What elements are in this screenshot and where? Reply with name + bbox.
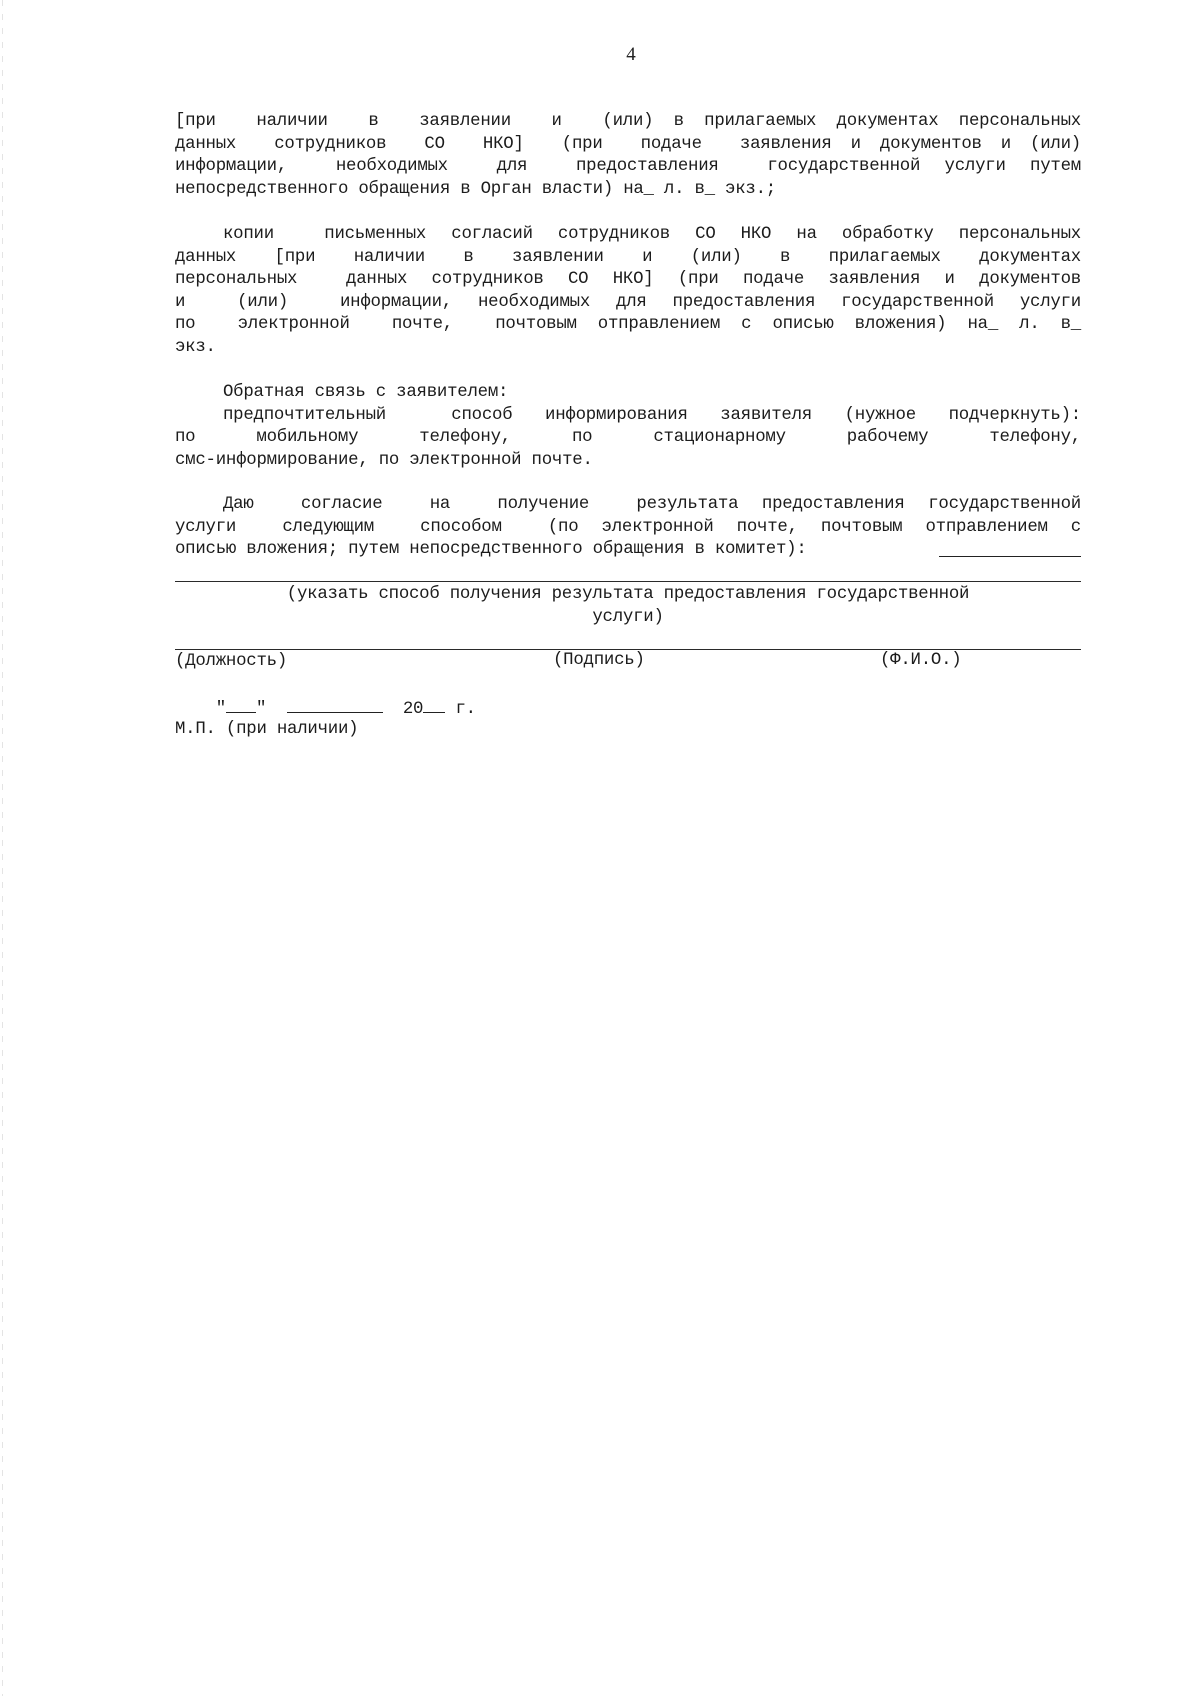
text-line: Обратная связь с заявителем:: [223, 383, 509, 402]
year-prefix: 20: [402, 699, 424, 719]
full-name-label: (Ф.И.О.): [880, 651, 962, 670]
text-line: [при наличии в заявлении и (или) в прилагаемых документах персональных: [175, 112, 1081, 131]
date-quote-open: ": [215, 699, 226, 719]
text-line: [175, 539, 1081, 562]
text-line: Даю согласие на получение результата предоставления государственной: [223, 495, 1081, 514]
stamp-label: М.П. (при наличии): [175, 720, 359, 739]
text-line: информации, необходимых для предоставления государственной услуги путем: [175, 157, 1081, 177]
text-line: по электронной почте, почтовым отправлением с описью вложения) на_ л. в_: [175, 315, 1081, 335]
text-line: персональных данных сотрудников СО НКО] (при подаче заявления и документов: [175, 270, 1081, 290]
text-line: услуги следующим способом (по электронной почте, почтовым отправлением с: [175, 517, 1081, 537]
text-line: непосредственного обращения в Орган власти) на_ л. в_ экз.;: [175, 179, 776, 199]
day-blank[interactable]: [226, 697, 256, 713]
text-line-content: описью вложения; путем непосредственного обращения в комитет):: [175, 540, 807, 560]
year-blank[interactable]: [423, 697, 445, 713]
caption-line: (указать способ получения результата предоставления государственной: [286, 585, 970, 604]
month-blank[interactable]: [287, 697, 383, 713]
caption-line: услуги): [592, 607, 664, 627]
paragraph-personal-data: [175, 111, 1081, 201]
text-line: предпочтительный способ информирования заявителя (нужное подчеркнуть):: [223, 405, 1081, 425]
scan-edge-artifact: [2, 0, 3, 1696]
position-label: (Должность): [175, 652, 288, 671]
signature-label: (Подпись): [553, 651, 645, 670]
date-quote-close: ": [255, 699, 267, 719]
paragraph-feedback: [175, 382, 1081, 472]
result-method-caption: [175, 584, 1081, 629]
page-number: 4: [626, 44, 636, 65]
text-line: данных [при наличии в заявлении и (или) в прилагаемых документах: [175, 247, 1081, 267]
paragraph-consent-copies: [175, 224, 1081, 360]
text-line: экз.: [175, 337, 216, 357]
text-line: смс-информирование, по электронной почте.: [175, 450, 593, 470]
text-line: и (или) информации, необходимых для предоставления государственной услуги: [175, 292, 1081, 312]
text-line: данных сотрудников СО НКО] (при подаче заявления и документов и (или): [175, 134, 1081, 154]
paragraph-result-consent: [175, 494, 1081, 562]
result-method-line[interactable]: [175, 581, 1081, 582]
text-line: копии письменных согласий сотрудников СО НКО на обработку персональных: [223, 225, 1081, 244]
year-suffix: г.: [455, 699, 476, 719]
result-method-blank[interactable]: [939, 539, 1081, 557]
text-line: по мобильному телефону, по стационарному рабочему телефону,: [175, 428, 1081, 448]
